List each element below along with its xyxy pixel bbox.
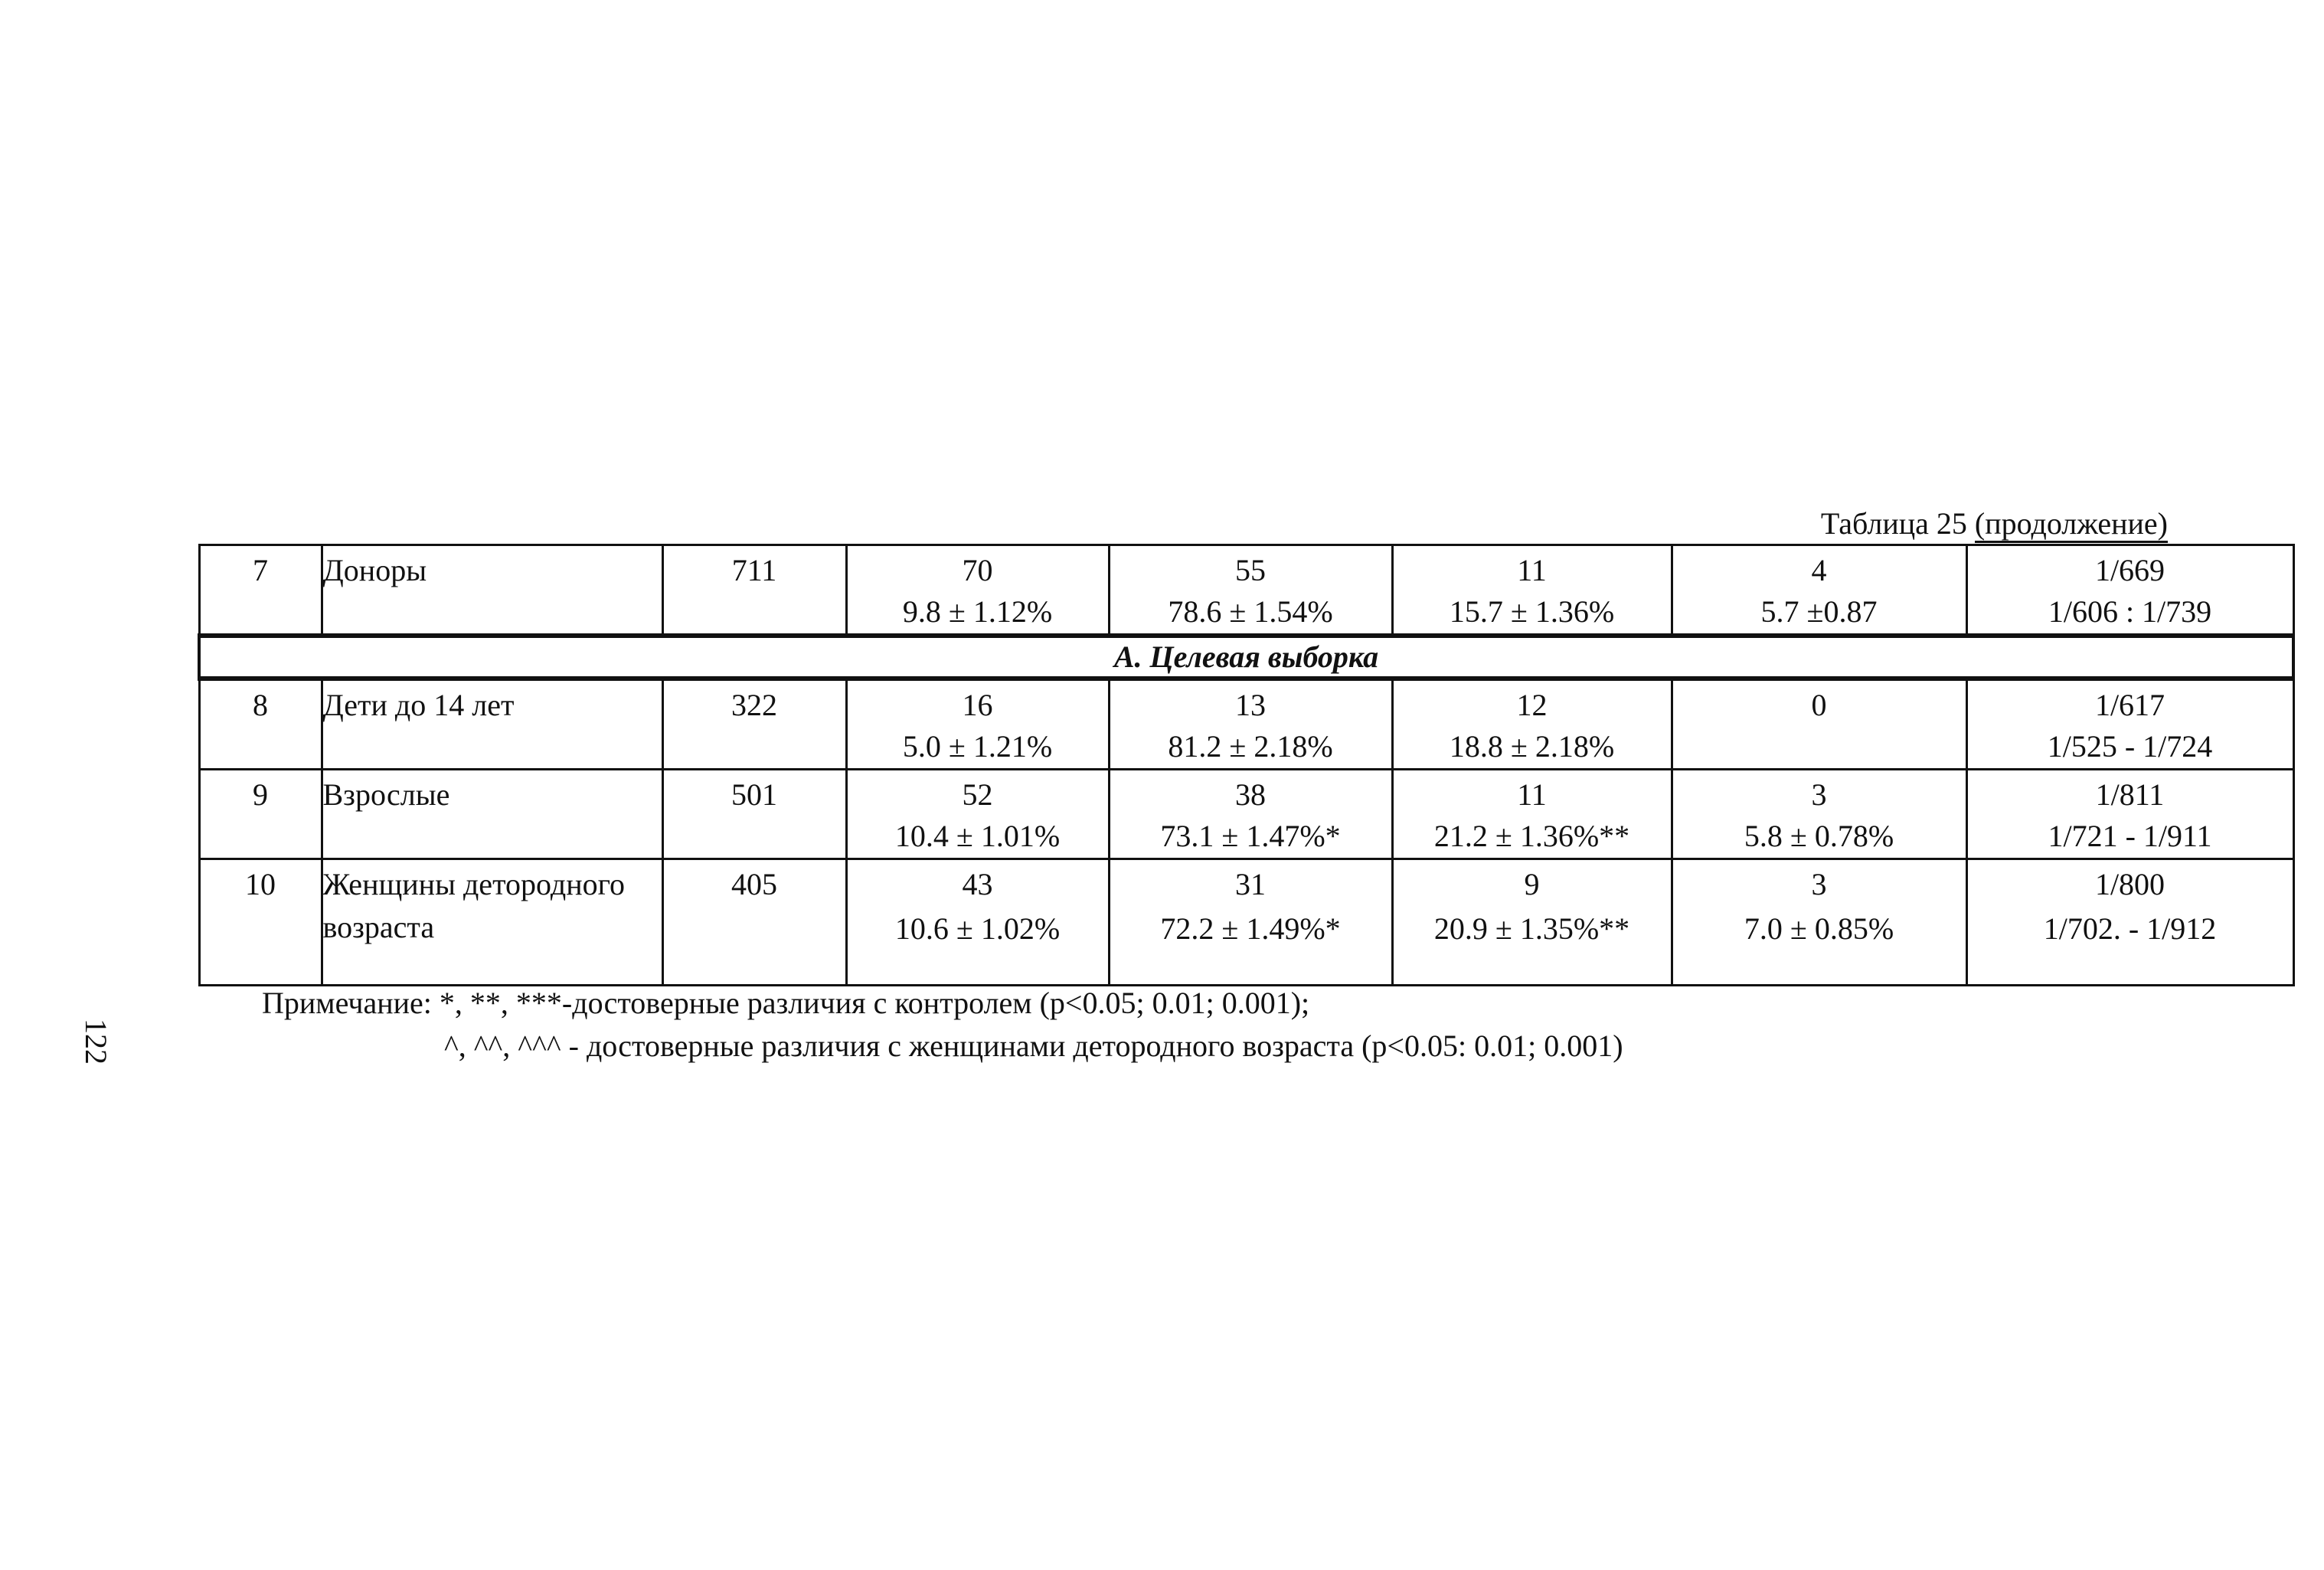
col6-cell <box>1392 770 1672 859</box>
count-value: 9 <box>1524 867 1540 901</box>
col6-cell <box>1392 679 1672 770</box>
row-number: 10 <box>245 867 276 901</box>
count-value: 16 <box>962 688 993 722</box>
percent-value: 78.6 ± 1.54% <box>1168 594 1333 629</box>
col5-cell <box>1109 770 1392 859</box>
col7-cell <box>1672 770 1966 859</box>
n-value: 322 <box>731 688 777 722</box>
percent-value: 18.8 ± 2.18% <box>1449 729 1615 764</box>
percent-value: 5.7 ±0.87 <box>1760 594 1878 629</box>
col7-cell <box>1672 859 1966 986</box>
n-cell <box>662 770 846 859</box>
col5-cell <box>1109 545 1392 636</box>
table-caption-continuation: (продолжение) <box>1975 506 2168 543</box>
table-row <box>199 770 2293 859</box>
col7-cell <box>1672 679 1966 770</box>
group-name-cell <box>322 859 662 986</box>
percent-value: 81.2 ± 2.18% <box>1168 729 1333 764</box>
percent-value: 72.2 ± 1.49%* <box>1160 911 1341 946</box>
count-value: 4 <box>1811 553 1827 587</box>
table-row <box>199 545 2293 636</box>
row-number-cell <box>199 770 322 859</box>
n-cell <box>662 859 846 986</box>
col4-cell <box>846 859 1109 986</box>
col8-cell <box>1966 859 2293 986</box>
frequency-interval: 1/525 - 1/724 <box>2047 729 2213 764</box>
n-value: 501 <box>731 777 777 812</box>
n-cell <box>662 679 846 770</box>
col8-cell <box>1966 770 2293 859</box>
percent-value: 10.6 ± 1.02% <box>894 911 1061 946</box>
count-value: 70 <box>962 553 993 587</box>
percent-value: 20.9 ± 1.35%** <box>1433 911 1630 946</box>
section-row <box>199 636 2293 679</box>
group-name: Взрослые <box>322 777 450 812</box>
count-value: 3 <box>1811 867 1827 901</box>
row-number: 9 <box>253 777 268 812</box>
page-number <box>66 1011 127 1072</box>
row-number: 7 <box>253 553 268 587</box>
col8-cell <box>1966 545 2293 636</box>
table-notes <box>262 982 1623 1068</box>
table-row <box>199 679 2293 770</box>
frequency-interval: 1/606 : 1/739 <box>2048 594 2212 629</box>
table-row <box>199 859 2293 986</box>
percent-value: 15.7 ± 1.36% <box>1449 594 1615 629</box>
row-number-cell <box>199 545 322 636</box>
count-value: 0 <box>1811 688 1827 722</box>
col6-cell <box>1392 859 1672 986</box>
group-name-cell <box>322 770 662 859</box>
percent-value: 7.0 ± 0.85% <box>1744 911 1894 946</box>
count-value: 31 <box>1235 867 1266 901</box>
group-name: Дети до 14 лет <box>322 688 515 722</box>
percent-value: 10.4 ± 1.01% <box>894 819 1061 853</box>
col5-cell <box>1109 679 1392 770</box>
col8-cell <box>1966 679 2293 770</box>
n-value: 405 <box>731 867 777 901</box>
row-number-cell <box>199 679 322 770</box>
percent-value: 73.1 ± 1.47%* <box>1160 819 1341 853</box>
col5-cell <box>1109 859 1392 986</box>
row-number: 8 <box>253 688 268 722</box>
group-name-cell <box>322 679 662 770</box>
note-women: ^, ^^, ^^^ - достоверные различия с женщинами детородного возраста (p<0.05: 0.01; 0.001) <box>444 1029 1623 1063</box>
col4-cell <box>846 770 1109 859</box>
section-title: А. Целевая выборка <box>199 636 2293 679</box>
frequency-value: 1/800 <box>2094 867 2165 901</box>
col4-cell <box>846 679 1109 770</box>
group-name: Доноры <box>322 553 427 587</box>
count-value: 55 <box>1235 553 1266 587</box>
col6-cell <box>1392 545 1672 636</box>
percent-value: 5.8 ± 0.78% <box>1744 819 1894 853</box>
frequency-value: 1/669 <box>2094 553 2165 587</box>
count-value: 52 <box>962 777 993 812</box>
col4-cell <box>846 545 1109 636</box>
frequency-interval: 1/721 - 1/911 <box>2048 819 2212 853</box>
count-value: 11 <box>1517 553 1547 587</box>
count-value: 13 <box>1235 688 1266 722</box>
percent-value: 5.0 ± 1.21% <box>902 729 1053 764</box>
table-caption <box>1820 506 2168 541</box>
n-value: 711 <box>731 553 777 587</box>
count-value: 43 <box>962 867 993 901</box>
table-caption-prefix: Таблица 25 <box>1820 506 1975 541</box>
note-control: Примечание: *, **, ***-достоверные различия с контролем (p<0.05; 0.01; 0.001); <box>262 986 1310 1020</box>
count-value: 3 <box>1811 777 1827 812</box>
frequency-value: 1/811 <box>2095 777 2165 812</box>
percent-value: 9.8 ± 1.12% <box>902 594 1053 629</box>
count-value: 38 <box>1235 777 1266 812</box>
percent-value: 21.2 ± 1.36%** <box>1433 819 1630 853</box>
count-value: 11 <box>1517 777 1547 812</box>
n-cell <box>662 545 846 636</box>
group-name: Женщины детородного возраста <box>322 867 626 944</box>
frequency-interval: 1/702. - 1/912 <box>2043 911 2217 946</box>
group-name-cell <box>322 545 662 636</box>
row-number-cell <box>199 859 322 986</box>
count-value: 12 <box>1516 688 1548 722</box>
col7-cell <box>1672 545 1966 636</box>
data-table <box>198 544 2295 986</box>
page-number-text: 122 <box>79 1019 114 1065</box>
frequency-value: 1/617 <box>2094 688 2165 722</box>
